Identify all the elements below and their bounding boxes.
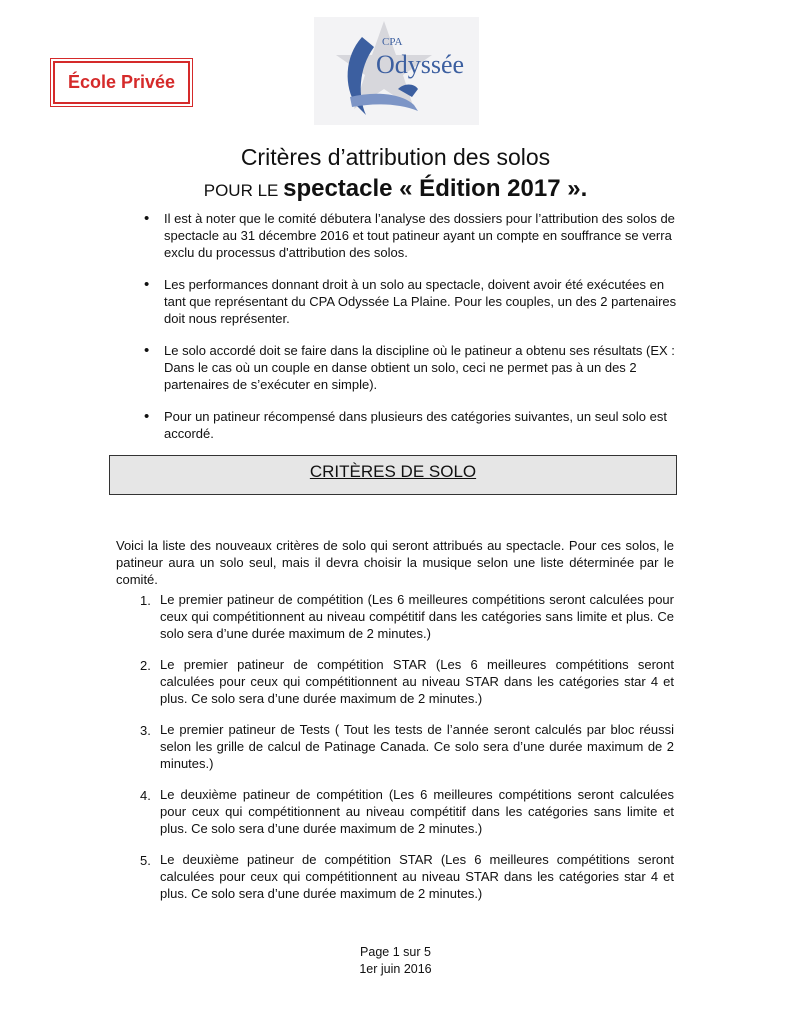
bullet-item: • Pour un patineur récompensé dans plusieurs des catégories suivantes, un seul solo est accordé.	[140, 408, 680, 442]
criteria-number: 5.	[140, 853, 151, 868]
logo-name-text: Odyssée	[376, 50, 465, 79]
title-line-1	[0, 142, 791, 173]
section-heading: CRITÈRES DE SOLO	[309, 462, 477, 481]
criteria-number: 3.	[140, 723, 151, 738]
criteria-number: 2.	[140, 658, 151, 673]
bullet-item: • Le solo accordé doit se faire dans la discipline où le patineur a obtenu ses résultats (EX : Dans le cas où un couple en danse obtient un solo, ceci ne permet pas à un des 2 partenaires de s’exécuter en simple).	[140, 342, 680, 393]
criteria-item	[136, 656, 674, 707]
page-footer	[0, 944, 791, 978]
rules-bullet-list	[140, 210, 680, 457]
page-number: Page 1 sur 5	[360, 945, 431, 959]
title-line-2	[0, 173, 791, 206]
section-heading-box	[109, 455, 677, 495]
ecole-privee-stamp	[53, 61, 190, 104]
criteria-item	[136, 721, 674, 772]
criteria-list	[136, 591, 674, 916]
stamp-label: École Privée	[67, 72, 176, 92]
criteria-text: Le premier patineur de compétition (Les 6 meilleures compétitions seront calculées pour ceux qui compétitionnent au niveau compétitif dans les catégories sans limite et plus. Ce solo sera d’une durée maximum de 2 minutes.)	[160, 592, 674, 641]
title-line-2-main: spectacle « Édition 2017 ».	[283, 175, 588, 202]
page-title	[0, 142, 791, 206]
criteria-text: Le deuxième patineur de compétition STAR (Les 6 meilleures compétitions seront calculées pour ceux qui compétitionnent au niveau STAR dans les catégories star 4 et plus. Ce solo sera d’une durée maximum de 2 minutes.)	[160, 852, 674, 901]
logo-graphic	[314, 17, 479, 125]
title-line-2-prefix: POUR LE	[203, 181, 284, 200]
bullet-item: • Les performances donnant droit à un solo au spectacle, doivent avoir été exécutées en tant que représentant du CPA Odyssée La Plaine. Pour les couples, un des 2 partenaires doit nous représenter.	[140, 276, 680, 327]
criteria-number: 1.	[140, 593, 151, 608]
criteria-number: 4.	[140, 788, 151, 803]
footer-date: 1er juin 2016	[359, 962, 432, 976]
criteria-text: Le premier patineur de Tests ( Tout les tests de l’année seront calculés par bloc réussi selon les grille de calcul de Patinage Canada. Ce solo sera d’une durée maximum de 2 minutes.)	[160, 722, 674, 771]
bullet-item: • Il est à noter que le comité débutera l’analyse des dossiers pour l’attribution des solos de spectacle au 31 décembre 2016 et tout patineur ayant un compte en souffrance se verra exclu du processus d'attribution des solos.	[140, 210, 680, 261]
cpa-odyssee-logo	[314, 17, 479, 125]
title-line-1-text: Critères d’attribution des solos	[240, 144, 551, 170]
logo-top-text: CPA	[382, 36, 403, 48]
criteria-item	[136, 851, 674, 902]
criteria-item	[136, 591, 674, 642]
criteria-text: Le deuxième patineur de compétition (Les 6 meilleures compétitions seront calculées pour ceux qui compétitionnent au niveau compétitif dans les catégories sans limite et plus. Ce solo sera d’une durée maximum de 2 minutes.)	[160, 787, 674, 836]
criteria-item	[136, 786, 674, 837]
intro-paragraph: Voici la liste des nouveaux critères de solo qui seront attribués au spectacle. Pour ces solos, le patineur aura un solo seul, mais il devra choisir la musique selon une liste déterminée par le comité.	[116, 538, 674, 587]
criteria-text: Le premier patineur de compétition STAR (Les 6 meilleures compétitions seront calculées pour ceux qui compétitionnent au niveau STAR dans les catégories star 4 et plus. Ce solo sera d’une durée maximum de 2 minutes.)	[160, 657, 674, 706]
